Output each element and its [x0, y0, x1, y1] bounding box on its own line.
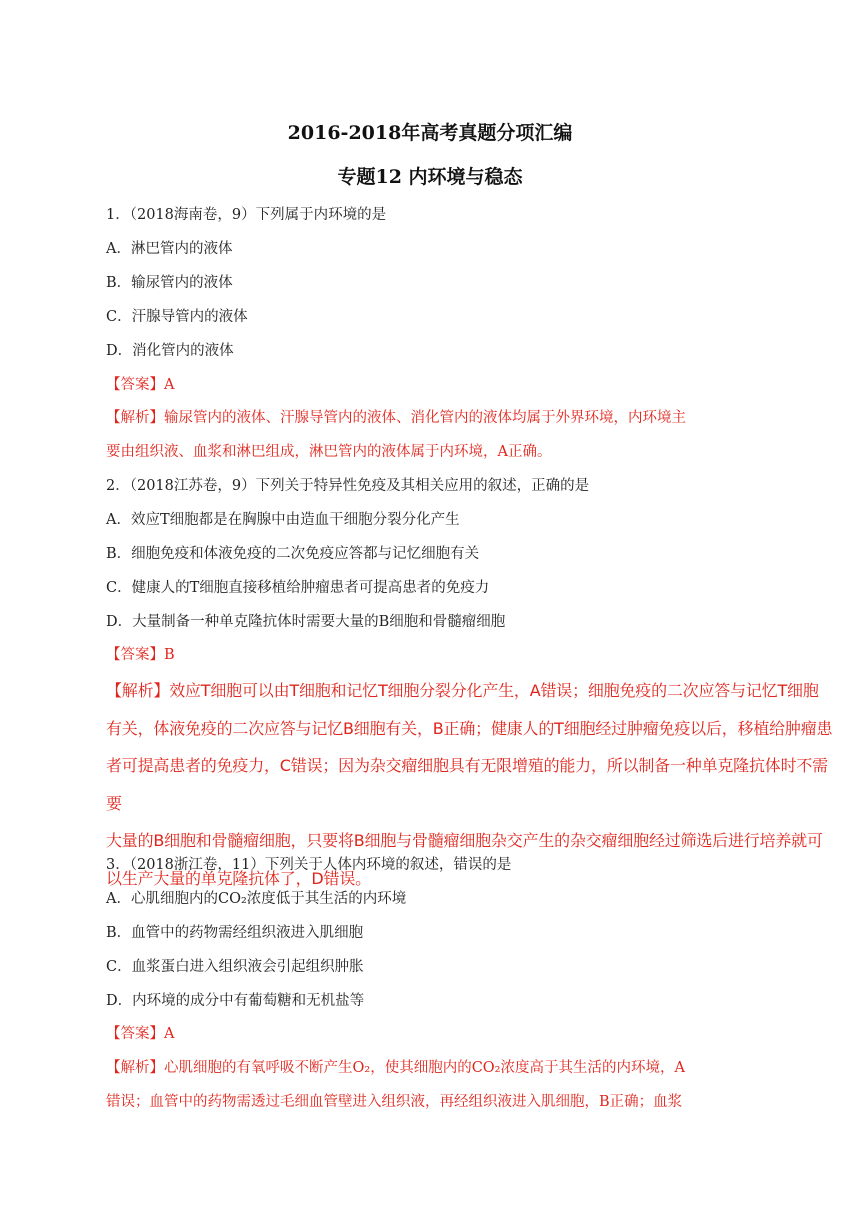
explanation-line: 心肌细胞的有氧呼吸不断产生O₂，使其细胞内的CO₂浓度高于其生活的内环境，A	[164, 1060, 685, 1076]
explanation-tag: 【解析】	[106, 410, 164, 426]
question-2-option-d: D．大量制备一种单克隆抗体时需要大量的B细胞和骨髓瘤细胞	[106, 614, 506, 630]
question-2-option-a: A．效应T细胞都是在胸腺中由造血干细胞分裂分化产生	[106, 512, 460, 528]
question-1-option-d: D．消化管内的液体	[106, 343, 234, 359]
question-3-option-d: D．内环境的成分中有葡萄糖和无机盐等	[106, 993, 365, 1009]
document-subtitle: 专题12 内环境与稳态	[337, 166, 523, 188]
question-1-option-b: B．输尿管内的液体	[106, 275, 233, 291]
explanation-tag: 【解析】	[106, 1060, 164, 1076]
question-2-option-b: B．细胞免疫和体液免疫的二次免疫应答都与记忆细胞有关	[106, 546, 480, 562]
answer-tag: 【答案】	[106, 647, 164, 663]
answer-tag: 【答案】	[106, 377, 164, 393]
question-3-option-c: C．血浆蛋白进入组织液会引起组织肿胀	[106, 959, 364, 975]
question-3-explanation	[106, 1051, 806, 1119]
explanation-line: 以生产大量的单克隆抗体了，D错误。	[106, 868, 371, 888]
question-1-explanation	[106, 401, 756, 469]
question-2-option-c: C．健康人的T细胞直接移植给肿瘤患者可提高患者的免疫力	[106, 580, 490, 596]
answer-tag: 【答案】	[106, 1026, 164, 1042]
explanation-line: 要由组织液、血浆和淋巴组成，淋巴管内的液体属于内环境，A正确。	[106, 444, 552, 460]
answer-value: A	[164, 1026, 175, 1042]
explanation-line: 输尿管内的液体、汗腺导管内的液体、消化管内的液体均属于外界环境，内环境主	[164, 410, 686, 426]
explanation-tag: 【解析】	[106, 681, 170, 700]
question-3-stem: 3．（2018浙江卷，11）下列关于人体内环境的叙述，错误的是	[106, 857, 512, 873]
question-2-stem: 2．（2018江苏卷，9）下列关于特异性免疫及其相关应用的叙述，正确的是	[106, 478, 590, 494]
document-title: 2016-2018年高考真题分项汇编	[287, 122, 573, 144]
question-1-answer	[106, 373, 174, 394]
explanation-line: 有关，体液免疫的二次应答与记忆B细胞有关，B正确；健康人的T细胞经过肿瘤免疫以后，移植给肿瘤患	[106, 718, 833, 738]
question-3-answer	[106, 1022, 174, 1043]
answer-value: B	[164, 647, 175, 663]
question-1-stem: 1．（2018海南卷，9）下列属于内环境的是	[106, 207, 387, 223]
question-1-option-c: C．汗腺导管内的液体	[106, 309, 248, 325]
explanation-line: 效应T细胞可以由T细胞和记忆T细胞分裂分化产生，A错误；细胞免疫的二次应答与记忆T细胞	[169, 681, 819, 700]
explanation-line: 错误；血管中的药物需透过毛细血管壁进入组织液，再经组织液进入肌细胞，B正确；血浆	[106, 1094, 683, 1110]
question-3-option-b: B．血管中的药物需经组织液进入肌细胞	[106, 925, 364, 941]
explanation-line: 大量的B细胞和骨髓瘤细胞，只要将B细胞与骨髓瘤细胞杂交产生的杂交瘤细胞经过筛选后进行培养就可	[106, 831, 823, 850]
answer-value: A	[164, 377, 175, 393]
question-2-answer	[106, 643, 175, 664]
explanation-line: 者可提高患者的免疫力，C错误；因为杂交瘤细胞具有无限增殖的能力，所以制备一种单克隆抗体时不需要	[106, 756, 828, 813]
question-3-option-a: A．心肌细胞内的CO₂浓度低于其生活的内环境	[106, 891, 407, 907]
question-1-option-a: A．淋巴管内的液体	[106, 241, 233, 257]
